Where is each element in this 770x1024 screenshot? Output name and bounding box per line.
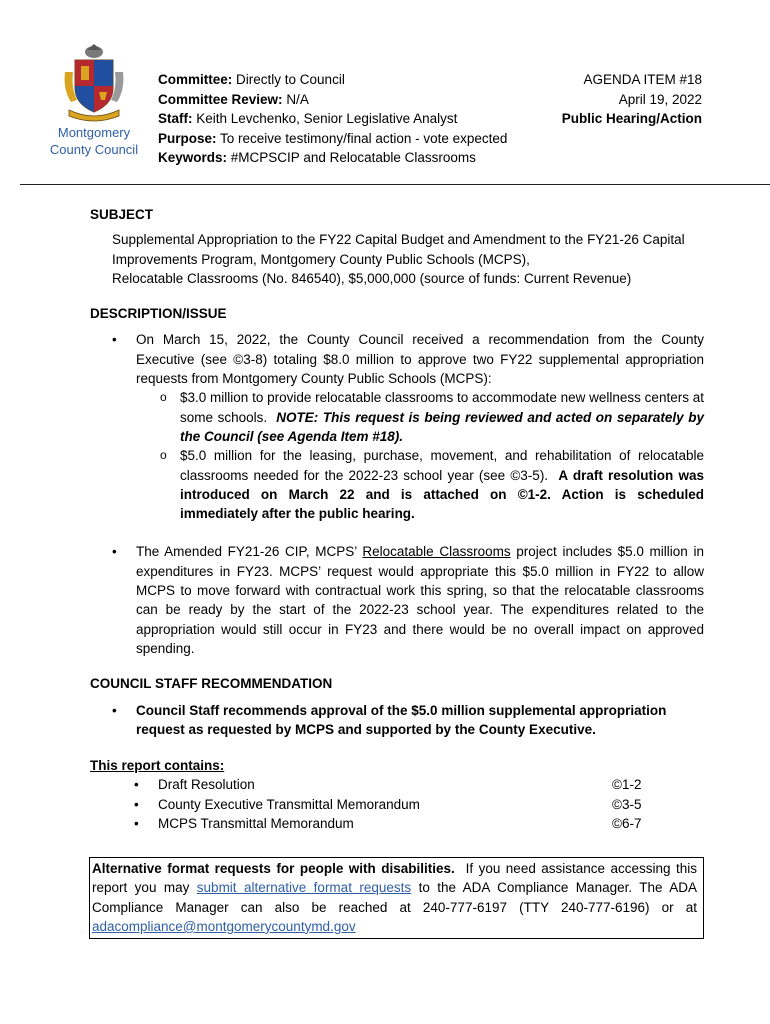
subject-text: Supplemental Appropriation to the FY22 Capital Budget and Amendment to the FY21-26 Capital Improvements Program, Montgomery County Public Schools (MCPS), Relocatable Classrooms (No. 846540), $5,000,000 (source of funds: Current Revenue) [112,232,685,286]
list-item: • County Executive Transmittal Memorandum ©3-5 [90,795,704,814]
agenda-info [562,70,702,129]
county-seal-icon [59,42,129,124]
accessibility-notice: Alternative format requests for people with disabilities. If you need assistance accessing this report you may submit alternative format requests to the ADA Compliance Manager. The ADA Compliance Manager can also be reached at 240-777-6197 (TTY 240-777-6196) or at adacompliance@montgomerycountymd.gov [89,857,704,939]
relocatable-classrooms-link[interactable]: Relocatable Classrooms [362,544,511,560]
list-item: • The Amended FY21-26 CIP, MCPS’ Relocatable Classrooms project includes $5.0 million in expenditures in FY23. MCPS’ request would appropriate this $5.0 million in FY22 to allow MCPS to move forward with contractual work this spring, so that the relocatable classrooms can be ready by the start of the 2022-23 school year. The expenditures related to the appropriation would still occur in FY23 and there would be no overall impact on approved spending. [90,542,704,658]
list-item: o $5.0 million for the leasing, purchase, movement, and rehabilitation of relocatable classrooms needed for the 2022-23 school year (see ©3-5). A draft resolution was introduced on March 22 and is attached on ©1-2. Action is scheduled immediately after the public hearing. [136,446,704,523]
org-name-line1: Montgomery [57,125,131,140]
contents-list [90,775,704,833]
alternative-format-link[interactable]: submit alternative format requests [196,880,412,896]
committee-line: Committee: Directly to Council [158,72,345,87]
meeting-type: Public Hearing/Action [561,111,702,126]
agenda-item-number: AGENDA ITEM #18 [583,72,702,87]
list-item: • Draft Resolution ©1-2 [90,775,704,794]
description-list [90,330,704,658]
list-item: • Council Staff recommends approval of the $5.0 million supplemental appropriation request as requested by MCPS and supported by the County Executive. [90,701,704,740]
list-item: • MCPS Transmittal Memorandum ©6-7 [90,814,704,833]
meeting-meta [158,70,507,168]
report-body [90,205,704,833]
description-heading: DESCRIPTION/ISSUE [90,306,227,322]
keywords-line: Keywords: #MCPSCIP and Relocatable Classrooms [158,150,476,165]
recommendation-list [90,701,704,740]
contents-heading: This report contains: [90,758,225,774]
meeting-date: April 19, 2022 [618,91,702,107]
sub-list [136,388,704,523]
purpose-line: Purpose: To receive testimony/final action - vote expected [158,130,508,146]
list-item: o $3.0 million to provide relocatable classrooms to accommodate new wellness centers at some schools. NOTE: This request is being reviewed and acted on separately by the Council (see Agenda Item #18). [136,388,704,446]
contents-section [90,756,704,833]
org-name-line2: County Council [49,142,139,157]
staff-line: Staff: Keith Levchenko, Senior Legislative Analyst [158,111,458,126]
council-logo [48,42,140,158]
review-line: Committee Review: N/A [158,91,309,107]
header-divider [20,184,770,185]
subject-heading: SUBJECT [90,207,154,222]
ada-email-link[interactable]: adacompliance@montgomerycountymd.gov [92,918,356,934]
recommendation-heading: COUNCIL STAFF RECOMMENDATION [90,676,333,692]
list-item: • On March 15, 2022, the County Council received a recommendation from the County Executive (see ©3-8) totaling $8.0 million to approve two FY22 supplemental appropriation requests from Montgomery County Public Schools (MCPS): o $3.0 million to provide relocatable classrooms to accommodate new wellness centers at some schools. NOTE: This request is being reviewed and acted on separately by the Council (see Agenda Item #18). o $5.0 million for the leasing, purchase, movement, and rehabilitation of relocatable classrooms needed for the 2022-23 school year (see ©3-5). A draft resolution was introduced on March 22 and is attached on ©1-2. Action is scheduled immediately after the public hearing. [90,330,704,523]
